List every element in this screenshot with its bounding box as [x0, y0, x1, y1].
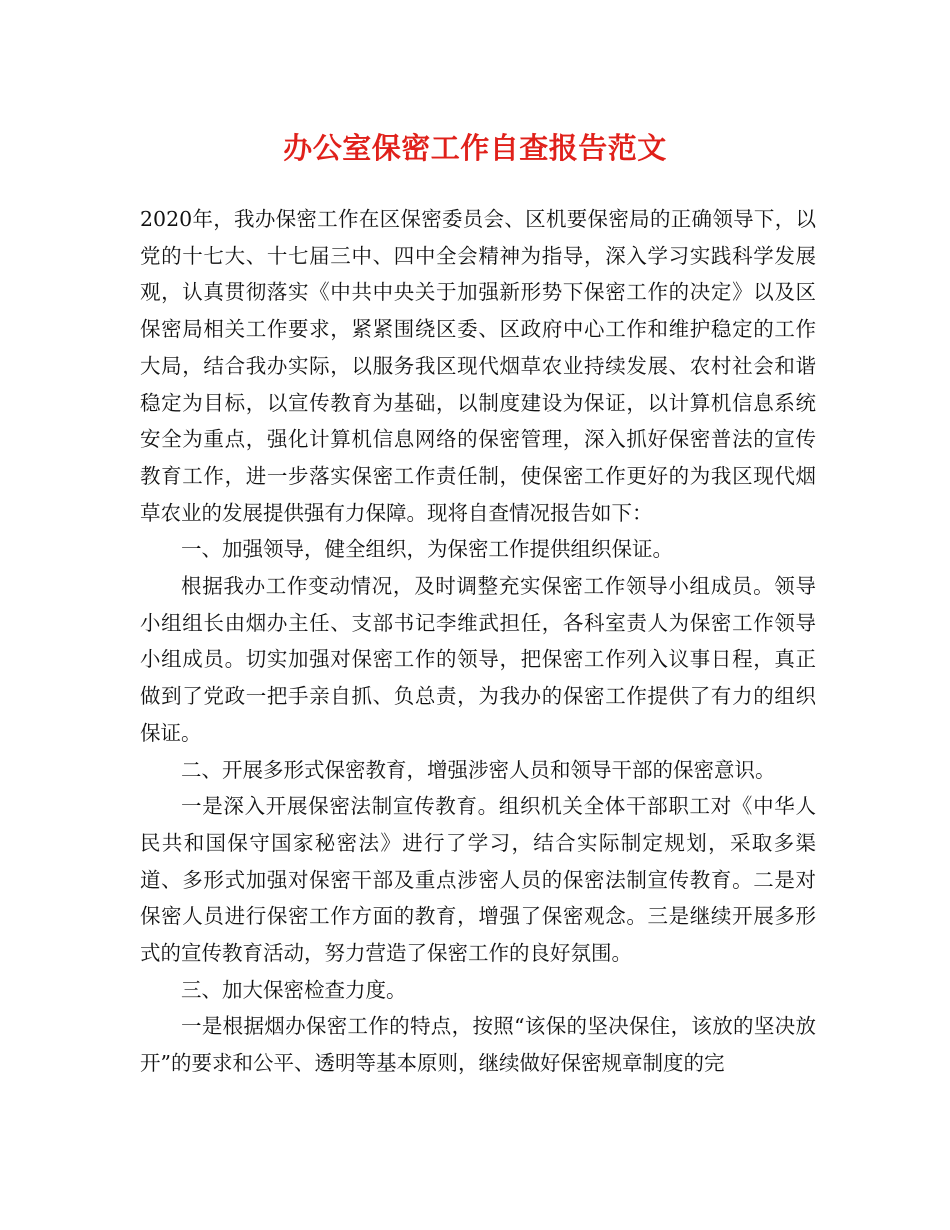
paragraph-section-3: 一是根据烟办保密工作的特点，按照“该保的坚决保住，该放的坚决放开”的要求和公平、透明等基本原则，继续做好保密规章制度的完	[140, 1014, 816, 1076]
paragraph-section-2: 一是深入开展保密法制宣传教育。组织机关全体干部职工对《中华人民共和国保守国家秘密法》进行了学习，结合实际制定规划，采取多渠道、多形式加强对保密干部及重点涉密人员的保密法制宣传教育。二是对保密人员进行保密工作方面的教育，增强了保密观念。三是继续开展多形式的宣传教育活动，努力营造了保密工作的良好氛围。	[140, 794, 816, 966]
paragraph-section-1: 根据我办工作变动情况，及时调整充实保密工作领导小组成员。领导小组组长由烟办主任、支部书记李维武担任，各科室责人为保密工作领导小组成员。切实加强对保密工作的领导，把保密工作列入议事日程，真正做到了党政一把手亲自抓、负总责，为我办的保密工作提供了有力的组织保证。	[140, 574, 816, 745]
section-heading-1: 一、加强领导，健全组织，为保密工作提供组织保证。	[181, 537, 673, 562]
document-body	[140, 201, 816, 1082]
section-heading-2: 二、开展多形式保密教育，增强涉密人员和领导干部的保密意识。	[181, 757, 776, 782]
document-title: 办公室保密工作自查报告范文	[283, 131, 667, 165]
paragraph-intro: 2020年，我办保密工作在区保密委员会、区机要保密局的正确领导下，以党的十七大、十七届三中、四中全会精神为指导，深入学习实践科学发展观，认真贯彻落实《中共中央关于加强新形势下保密工作的决定》以及区保密局相关工作要求，紧紧围绕区委、区政府中心工作和维护稳定的工作大局，结合我办实际，以服务我区现代烟草农业持续发展、农村社会和谐稳定为目标，以宣传教育为基础，以制度建设为保证，以计算机信息系统安全为重点，强化计算机信息网络的保密管理，深入抓好保密普法的宣传教育工作，进一步落实保密工作责任制，使保密工作更好的为我区现代烟草农业的发展提供强有力保障。现将自查情况报告如下：	[140, 207, 816, 525]
section-heading-3: 三、加大保密检查力度。	[181, 977, 407, 1002]
